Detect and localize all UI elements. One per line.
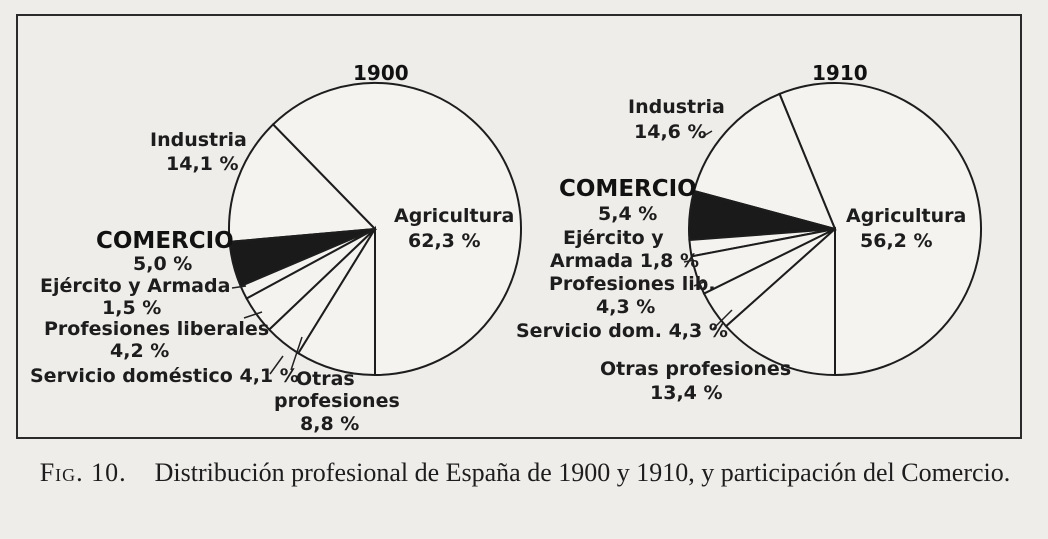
label-profesiones-1910: Profesiones lib.: [549, 273, 716, 295]
label-agricultura-1900: Agricultura: [394, 205, 515, 227]
label-industria-1900: Industria: [150, 129, 247, 151]
label-otras-1900-b: profesiones: [274, 390, 400, 412]
value-industria-1900: 14,1 %: [166, 153, 239, 175]
label-servicio-1910: Servicio dom. 4,3 %: [516, 320, 728, 342]
value-otras-1910: 13,4 %: [650, 382, 723, 404]
label-otras-1900: Otras: [296, 368, 355, 390]
label-ejercito-1900: Ejército y Armada: [40, 275, 231, 297]
caption-text: Distribución profesional de España de 1900 y 1910, y participación del Comercio.: [154, 458, 1011, 487]
figure-caption: [20, 458, 1030, 488]
caption-fig-label: Fig. 10.: [39, 458, 127, 487]
value-profesiones-1900: 4,2 %: [110, 340, 170, 362]
value-comercio-1910: 5,4 %: [598, 203, 658, 225]
label-ejercito-1910: Ejército y: [563, 227, 664, 249]
pie-1900: [229, 83, 521, 375]
value-agricultura-1900: 62,3 %: [408, 230, 481, 252]
value-ejercito-1900: 1,5 %: [102, 297, 162, 319]
label-comercio-1900: COMERCIO: [96, 228, 234, 254]
value-otras-1900: 8,8 %: [300, 413, 360, 435]
value-industria-1910: 14,6 %: [634, 121, 707, 143]
label-otras-1910: Otras profesiones: [600, 358, 792, 380]
pie-1910: [689, 83, 981, 375]
value-comercio-1900: 5,0 %: [133, 253, 193, 275]
title-1900: 1900: [353, 61, 409, 85]
value-agricultura-1910: 56,2 %: [860, 230, 933, 252]
label-servicio-1900: Servicio doméstico 4,1 %: [30, 365, 299, 387]
label-agricultura-1910: Agricultura: [846, 205, 967, 227]
title-1910: 1910: [812, 61, 868, 85]
label-comercio-1910: COMERCIO: [559, 176, 697, 202]
label-profesiones-1900: Profesiones liberales: [44, 318, 270, 340]
value-ejercito-1910: Armada 1,8 %: [550, 250, 700, 272]
value-profesiones-1910: 4,3 %: [596, 296, 656, 318]
label-industria-1910: Industria: [628, 96, 725, 118]
